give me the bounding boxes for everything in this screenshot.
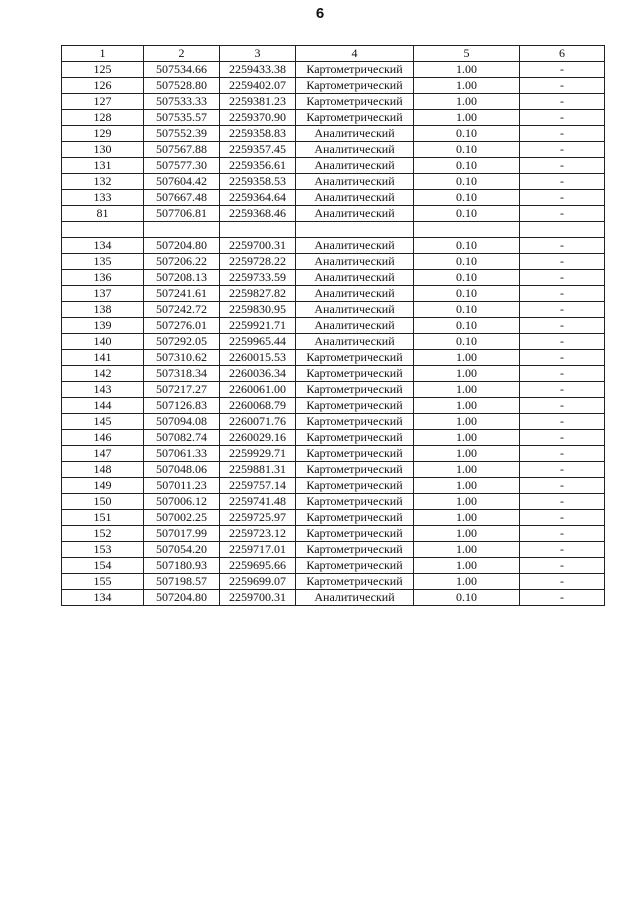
method-cell: Картометрический: [296, 430, 414, 446]
accuracy-cell: 1.00: [414, 398, 520, 414]
x-coordinate-cell: 507706.81: [144, 206, 220, 222]
y-coordinate-cell: 2260061.00: [220, 382, 296, 398]
note-cell: -: [520, 270, 605, 286]
y-coordinate-cell: 2259433.38: [220, 62, 296, 78]
method-cell: Картометрический: [296, 382, 414, 398]
note-cell: -: [520, 126, 605, 142]
accuracy-cell: 1.00: [414, 350, 520, 366]
x-coordinate-cell: 507604.42: [144, 174, 220, 190]
accuracy-cell: 0.10: [414, 126, 520, 142]
table-row: [62, 158, 605, 174]
point-number-cell: 125: [62, 62, 144, 78]
method-cell: Аналитический: [296, 318, 414, 334]
x-coordinate-cell: 507054.20: [144, 542, 220, 558]
note-cell: -: [520, 350, 605, 366]
accuracy-cell: 0.10: [414, 334, 520, 350]
point-number-cell: 150: [62, 494, 144, 510]
x-coordinate-cell: 507180.93: [144, 558, 220, 574]
x-coordinate-cell: 507318.34: [144, 366, 220, 382]
y-coordinate-cell: 2259921.71: [220, 318, 296, 334]
x-coordinate-cell: 507535.57: [144, 110, 220, 126]
y-coordinate-cell: 2260015.53: [220, 350, 296, 366]
method-cell: Аналитический: [296, 126, 414, 142]
y-coordinate-cell: 2260029.16: [220, 430, 296, 446]
method-cell: Аналитический: [296, 174, 414, 190]
x-coordinate-cell: 507217.27: [144, 382, 220, 398]
point-number-cell: 140: [62, 334, 144, 350]
method-cell: Аналитический: [296, 190, 414, 206]
method-cell: Картометрический: [296, 446, 414, 462]
point-number-cell: 134: [62, 238, 144, 254]
point-number-cell: 154: [62, 558, 144, 574]
y-coordinate-cell: 2259827.82: [220, 286, 296, 302]
method-cell: Картометрический: [296, 526, 414, 542]
method-cell: Аналитический: [296, 590, 414, 606]
point-number-cell: 149: [62, 478, 144, 494]
note-cell: -: [520, 158, 605, 174]
y-coordinate-cell: 2259830.95: [220, 302, 296, 318]
method-cell: Картометрический: [296, 574, 414, 590]
point-number-cell: 126: [62, 78, 144, 94]
table-row: [62, 270, 605, 286]
note-cell: -: [520, 62, 605, 78]
accuracy-cell: 0.10: [414, 190, 520, 206]
point-number-cell: 131: [62, 158, 144, 174]
y-coordinate-cell: 2259965.44: [220, 334, 296, 350]
point-number-cell: 155: [62, 574, 144, 590]
y-coordinate-cell: 2259699.07: [220, 574, 296, 590]
y-coordinate-cell: 2259368.46: [220, 206, 296, 222]
method-cell: Аналитический: [296, 270, 414, 286]
y-coordinate-cell: 2260071.76: [220, 414, 296, 430]
x-coordinate-cell: 507208.13: [144, 270, 220, 286]
point-number-cell: 128: [62, 110, 144, 126]
table-row: [62, 590, 605, 606]
x-coordinate-cell: 507533.33: [144, 94, 220, 110]
table-row: [62, 142, 605, 158]
note-cell: -: [520, 590, 605, 606]
point-number-cell: 139: [62, 318, 144, 334]
method-cell: Картометрический: [296, 366, 414, 382]
method-cell: [296, 222, 414, 238]
coordinates-table: [61, 45, 605, 606]
table-row: [62, 302, 605, 318]
accuracy-cell: 1.00: [414, 78, 520, 94]
table-row: [62, 574, 605, 590]
note-cell: -: [520, 110, 605, 126]
accuracy-cell: 0.10: [414, 238, 520, 254]
y-coordinate-cell: [220, 222, 296, 238]
note-cell: -: [520, 174, 605, 190]
method-cell: Картометрический: [296, 62, 414, 78]
note-cell: -: [520, 142, 605, 158]
accuracy-cell: 0.10: [414, 318, 520, 334]
accuracy-cell: 0.10: [414, 174, 520, 190]
column-header: 2: [144, 46, 220, 62]
accuracy-cell: 1.00: [414, 494, 520, 510]
x-coordinate-cell: 507276.01: [144, 318, 220, 334]
table-row: [62, 446, 605, 462]
x-coordinate-cell: 507241.61: [144, 286, 220, 302]
column-header: 3: [220, 46, 296, 62]
note-cell: -: [520, 238, 605, 254]
accuracy-cell: 1.00: [414, 366, 520, 382]
method-cell: Картометрический: [296, 350, 414, 366]
table-row: [62, 382, 605, 398]
accuracy-cell: 1.00: [414, 542, 520, 558]
accuracy-cell: 1.00: [414, 430, 520, 446]
note-cell: -: [520, 318, 605, 334]
x-coordinate-cell: 507292.05: [144, 334, 220, 350]
method-cell: Картометрический: [296, 478, 414, 494]
x-coordinate-cell: 507048.06: [144, 462, 220, 478]
x-coordinate-cell: 507126.83: [144, 398, 220, 414]
table-row: [62, 286, 605, 302]
accuracy-cell: 1.00: [414, 478, 520, 494]
method-cell: Картометрический: [296, 558, 414, 574]
table-row: [62, 222, 605, 238]
point-number-cell: [62, 222, 144, 238]
accuracy-cell: 1.00: [414, 526, 520, 542]
note-cell: -: [520, 574, 605, 590]
table-row: [62, 526, 605, 542]
x-coordinate-cell: 507242.72: [144, 302, 220, 318]
y-coordinate-cell: 2259929.71: [220, 446, 296, 462]
column-header: 6: [520, 46, 605, 62]
accuracy-cell: 1.00: [414, 462, 520, 478]
method-cell: Картометрический: [296, 78, 414, 94]
table-row: [62, 126, 605, 142]
point-number-cell: 143: [62, 382, 144, 398]
method-cell: Картометрический: [296, 542, 414, 558]
y-coordinate-cell: 2259381.23: [220, 94, 296, 110]
method-cell: Аналитический: [296, 142, 414, 158]
y-coordinate-cell: 2259357.45: [220, 142, 296, 158]
table-row: [62, 558, 605, 574]
y-coordinate-cell: 2259725.97: [220, 510, 296, 526]
table-row: [62, 254, 605, 270]
table-row: [62, 206, 605, 222]
x-coordinate-cell: 507082.74: [144, 430, 220, 446]
x-coordinate-cell: 507061.33: [144, 446, 220, 462]
y-coordinate-cell: 2259728.22: [220, 254, 296, 270]
y-coordinate-cell: 2259358.53: [220, 174, 296, 190]
accuracy-cell: 1.00: [414, 110, 520, 126]
note-cell: -: [520, 414, 605, 430]
y-coordinate-cell: 2259700.31: [220, 590, 296, 606]
table-row: [62, 190, 605, 206]
table-row: [62, 62, 605, 78]
note-cell: -: [520, 254, 605, 270]
table-row: [62, 110, 605, 126]
accuracy-cell: 1.00: [414, 510, 520, 526]
point-number-cell: 135: [62, 254, 144, 270]
y-coordinate-cell: 2259364.64: [220, 190, 296, 206]
table-row: [62, 542, 605, 558]
method-cell: Картометрический: [296, 414, 414, 430]
y-coordinate-cell: 2259881.31: [220, 462, 296, 478]
y-coordinate-cell: 2260036.34: [220, 366, 296, 382]
method-cell: Аналитический: [296, 238, 414, 254]
note-cell: -: [520, 206, 605, 222]
point-number-cell: 81: [62, 206, 144, 222]
note-cell: -: [520, 78, 605, 94]
note-cell: -: [520, 190, 605, 206]
column-header: 4: [296, 46, 414, 62]
table-row: [62, 334, 605, 350]
x-coordinate-cell: 507006.12: [144, 494, 220, 510]
method-cell: Аналитический: [296, 254, 414, 270]
accuracy-cell: 1.00: [414, 574, 520, 590]
y-coordinate-cell: 2259358.83: [220, 126, 296, 142]
y-coordinate-cell: 2259741.48: [220, 494, 296, 510]
table-row: [62, 238, 605, 254]
method-cell: Аналитический: [296, 286, 414, 302]
y-coordinate-cell: 2259723.12: [220, 526, 296, 542]
x-coordinate-cell: 507528.80: [144, 78, 220, 94]
x-coordinate-cell: 507667.48: [144, 190, 220, 206]
accuracy-cell: 1.00: [414, 558, 520, 574]
method-cell: Аналитический: [296, 206, 414, 222]
column-header: 5: [414, 46, 520, 62]
y-coordinate-cell: 2259402.07: [220, 78, 296, 94]
point-number-cell: 127: [62, 94, 144, 110]
point-number-cell: 141: [62, 350, 144, 366]
accuracy-cell: 0.10: [414, 270, 520, 286]
accuracy-cell: 0.10: [414, 590, 520, 606]
table-row: [62, 366, 605, 382]
y-coordinate-cell: 2259370.90: [220, 110, 296, 126]
point-number-cell: 134: [62, 590, 144, 606]
accuracy-cell: 1.00: [414, 62, 520, 78]
accuracy-cell: [414, 222, 520, 238]
method-cell: Картометрический: [296, 94, 414, 110]
note-cell: -: [520, 366, 605, 382]
table-row: [62, 478, 605, 494]
table-row: [62, 174, 605, 190]
accuracy-cell: 0.10: [414, 286, 520, 302]
accuracy-cell: 1.00: [414, 414, 520, 430]
table-row: [62, 94, 605, 110]
y-coordinate-cell: 2259757.14: [220, 478, 296, 494]
x-coordinate-cell: 507204.80: [144, 238, 220, 254]
note-cell: -: [520, 446, 605, 462]
note-cell: -: [520, 430, 605, 446]
note-cell: -: [520, 462, 605, 478]
x-coordinate-cell: 507206.22: [144, 254, 220, 270]
x-coordinate-cell: 507011.23: [144, 478, 220, 494]
x-coordinate-cell: 507094.08: [144, 414, 220, 430]
accuracy-cell: 0.10: [414, 206, 520, 222]
column-header: 1: [62, 46, 144, 62]
note-cell: -: [520, 526, 605, 542]
x-coordinate-cell: 507017.99: [144, 526, 220, 542]
y-coordinate-cell: 2260068.79: [220, 398, 296, 414]
accuracy-cell: 1.00: [414, 382, 520, 398]
x-coordinate-cell: 507204.80: [144, 590, 220, 606]
note-cell: -: [520, 302, 605, 318]
point-number-cell: 145: [62, 414, 144, 430]
method-cell: Аналитический: [296, 334, 414, 350]
note-cell: -: [520, 398, 605, 414]
method-cell: Картометрический: [296, 398, 414, 414]
table-row: [62, 494, 605, 510]
table-row: [62, 510, 605, 526]
table-row: [62, 318, 605, 334]
method-cell: Картометрический: [296, 510, 414, 526]
point-number-cell: 147: [62, 446, 144, 462]
point-number-cell: 137: [62, 286, 144, 302]
y-coordinate-cell: 2259356.61: [220, 158, 296, 174]
y-coordinate-cell: 2259733.59: [220, 270, 296, 286]
x-coordinate-cell: 507577.30: [144, 158, 220, 174]
point-number-cell: 151: [62, 510, 144, 526]
table-row: [62, 398, 605, 414]
x-coordinate-cell: 507198.57: [144, 574, 220, 590]
point-number-cell: 148: [62, 462, 144, 478]
note-cell: -: [520, 478, 605, 494]
page-number: 6: [315, 5, 325, 22]
point-number-cell: 129: [62, 126, 144, 142]
method-cell: Аналитический: [296, 158, 414, 174]
x-coordinate-cell: 507310.62: [144, 350, 220, 366]
note-cell: -: [520, 558, 605, 574]
point-number-cell: 130: [62, 142, 144, 158]
y-coordinate-cell: 2259695.66: [220, 558, 296, 574]
x-coordinate-cell: 507552.39: [144, 126, 220, 142]
table-row: [62, 430, 605, 446]
note-cell: -: [520, 286, 605, 302]
x-coordinate-cell: 507002.25: [144, 510, 220, 526]
note-cell: -: [520, 494, 605, 510]
table-body: [62, 46, 605, 606]
point-number-cell: 152: [62, 526, 144, 542]
point-number-cell: 144: [62, 398, 144, 414]
point-number-cell: 146: [62, 430, 144, 446]
note-cell: [520, 222, 605, 238]
x-coordinate-cell: 507534.66: [144, 62, 220, 78]
method-cell: Картометрический: [296, 494, 414, 510]
note-cell: -: [520, 94, 605, 110]
y-coordinate-cell: 2259717.01: [220, 542, 296, 558]
x-coordinate-cell: 507567.88: [144, 142, 220, 158]
point-number-cell: 132: [62, 174, 144, 190]
accuracy-cell: 0.10: [414, 302, 520, 318]
method-cell: Картометрический: [296, 462, 414, 478]
note-cell: -: [520, 382, 605, 398]
table-header-row: [62, 46, 605, 62]
accuracy-cell: 0.10: [414, 158, 520, 174]
y-coordinate-cell: 2259700.31: [220, 238, 296, 254]
accuracy-cell: 1.00: [414, 446, 520, 462]
accuracy-cell: 0.10: [414, 254, 520, 270]
method-cell: Картометрический: [296, 110, 414, 126]
accuracy-cell: 1.00: [414, 94, 520, 110]
accuracy-cell: 0.10: [414, 142, 520, 158]
note-cell: -: [520, 334, 605, 350]
point-number-cell: 138: [62, 302, 144, 318]
table-row: [62, 414, 605, 430]
note-cell: -: [520, 542, 605, 558]
point-number-cell: 133: [62, 190, 144, 206]
point-number-cell: 153: [62, 542, 144, 558]
x-coordinate-cell: [144, 222, 220, 238]
point-number-cell: 136: [62, 270, 144, 286]
note-cell: -: [520, 510, 605, 526]
table-row: [62, 350, 605, 366]
point-number-cell: 142: [62, 366, 144, 382]
table-row: [62, 462, 605, 478]
method-cell: Аналитический: [296, 302, 414, 318]
table-row: [62, 78, 605, 94]
